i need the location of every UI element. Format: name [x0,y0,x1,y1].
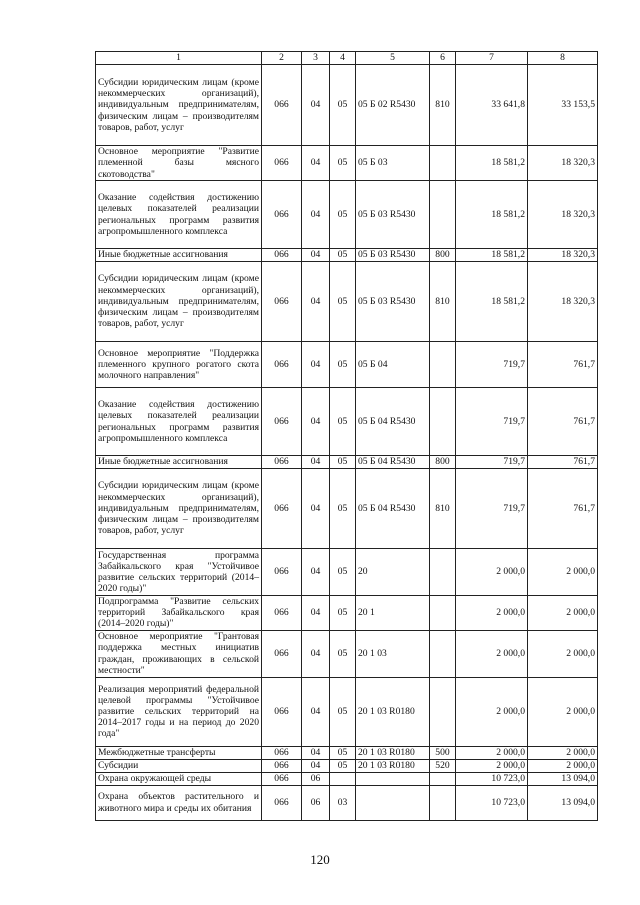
expense-type-code [430,772,456,785]
amount-year-2: 2 000,0 [528,759,598,772]
admin-code: 066 [262,549,302,596]
admin-code: 066 [262,181,302,249]
target-article-code: 05 Б 03 R5430 [356,181,430,249]
section-code: 04 [302,759,330,772]
admin-code: 066 [262,746,302,759]
amount-year-2: 761,7 [528,456,598,469]
expense-type-code [430,630,456,677]
amount-year-1: 2 000,0 [456,596,528,631]
section-code: 04 [302,249,330,262]
expense-type-code: 500 [430,746,456,759]
row-name: Охрана объектов растительного и животного мира и среды их обитания [96,785,262,820]
budget-table [95,51,598,821]
admin-code: 066 [262,146,302,181]
table-row [96,249,598,262]
header-cell: 3 [302,52,330,65]
section-code: 06 [302,772,330,785]
expense-type-code: 810 [430,65,456,146]
subsection-code: 05 [330,65,356,146]
header-cell: 4 [330,52,356,65]
amount-year-2: 33 153,5 [528,65,598,146]
section-code: 06 [302,785,330,820]
header-cell: 6 [430,52,456,65]
amount-year-1: 2 000,0 [456,549,528,596]
admin-code: 066 [262,249,302,262]
table-row [96,785,598,820]
admin-code: 066 [262,772,302,785]
row-name: Подпрограмма "Развитие сельских территорий Забайкальского края (2014–2020 годы)" [96,596,262,631]
row-name: Оказание содействия достижению целевых показателей реализации региональных программ развития агропромышленного комплекса [96,181,262,249]
expense-type-code: 800 [430,456,456,469]
section-code: 04 [302,596,330,631]
target-article-code [356,772,430,785]
subsection-code [330,772,356,785]
expense-type-code: 810 [430,262,456,342]
row-name: Реализация мероприятий федеральной целевой программы "Устойчивое развитие сельских территорий на 2014–2017 годы и на период до 2020 года" [96,677,262,746]
table-row [96,469,598,549]
target-article-code: 05 Б 04 [356,342,430,388]
table-row [96,549,598,596]
amount-year-1: 18 581,2 [456,146,528,181]
table-row [96,759,598,772]
expense-type-code: 800 [430,249,456,262]
row-name: Субсидии юридическим лицам (кроме некоммерческих организаций), индивидуальным предпринимателям, физическим лицам – производителям товаров, работ, услуг [96,65,262,146]
amount-year-1: 18 581,2 [456,249,528,262]
row-name: Субсидии [96,759,262,772]
amount-year-2: 2 000,0 [528,677,598,746]
admin-code: 066 [262,785,302,820]
target-article-code [356,785,430,820]
section-code: 04 [302,630,330,677]
target-article-code: 05 Б 03 [356,146,430,181]
admin-code: 066 [262,342,302,388]
section-code: 04 [302,746,330,759]
admin-code: 066 [262,469,302,549]
subsection-code: 03 [330,785,356,820]
admin-code: 066 [262,596,302,631]
target-article-code: 05 Б 04 R5430 [356,388,430,456]
target-article-code: 20 1 03 R0180 [356,759,430,772]
target-article-code: 05 Б 03 R5430 [356,249,430,262]
section-code: 04 [302,65,330,146]
table-header-row [96,52,598,65]
amount-year-1: 10 723,0 [456,772,528,785]
expense-type-code [430,342,456,388]
row-name: Субсидии юридическим лицам (кроме некоммерческих организаций), индивидуальным предпринимателям, физическим лицам – производителям товаров, работ, услуг [96,469,262,549]
amount-year-2: 2 000,0 [528,630,598,677]
subsection-code: 05 [330,759,356,772]
expense-type-code [430,181,456,249]
amount-year-2: 18 320,3 [528,262,598,342]
admin-code: 066 [262,677,302,746]
table-row [96,746,598,759]
header-cell: 1 [96,52,262,65]
admin-code: 066 [262,759,302,772]
amount-year-2: 2 000,0 [528,746,598,759]
section-code: 04 [302,146,330,181]
amount-year-2: 2 000,0 [528,549,598,596]
header-cell: 2 [262,52,302,65]
table-row [96,596,598,631]
amount-year-2: 18 320,3 [528,181,598,249]
subsection-code: 05 [330,677,356,746]
row-name: Иные бюджетные ассигнования [96,456,262,469]
expense-type-code [430,146,456,181]
table-row [96,342,598,388]
amount-year-1: 2 000,0 [456,630,528,677]
admin-code: 066 [262,456,302,469]
target-article-code: 20 1 03 R0180 [356,677,430,746]
subsection-code: 05 [330,549,356,596]
header-cell: 5 [356,52,430,65]
subsection-code: 05 [330,746,356,759]
admin-code: 066 [262,65,302,146]
row-name: Основное мероприятие "Развитие племенной базы мясного скотоводства" [96,146,262,181]
section-code: 04 [302,262,330,342]
amount-year-2: 761,7 [528,342,598,388]
subsection-code: 05 [330,181,356,249]
table-row [96,772,598,785]
admin-code: 066 [262,630,302,677]
amount-year-2: 13 094,0 [528,772,598,785]
target-article-code: 20 1 03 R0180 [356,746,430,759]
row-name: Основное мероприятие "Грантовая поддержка местных инициатив граждан, проживающих в сельской местности" [96,630,262,677]
table-row [96,677,598,746]
section-code: 04 [302,469,330,549]
header-cell: 8 [528,52,598,65]
table-row [96,181,598,249]
row-name: Оказание содействия достижению целевых показателей реализации региональных программ развития агропромышленного комплекса [96,388,262,456]
table-row [96,146,598,181]
subsection-code: 05 [330,342,356,388]
table-row [96,630,598,677]
section-code: 04 [302,549,330,596]
amount-year-1: 719,7 [456,388,528,456]
section-code: 04 [302,677,330,746]
target-article-code: 05 Б 02 R5430 [356,65,430,146]
amount-year-1: 719,7 [456,342,528,388]
table-row [96,65,598,146]
section-code: 04 [302,342,330,388]
expense-type-code: 520 [430,759,456,772]
row-name: Субсидии юридическим лицам (кроме некоммерческих организаций), индивидуальным предпринимателям, физическим лицам – производителям товаров, работ, услуг [96,262,262,342]
target-article-code: 20 1 03 [356,630,430,677]
target-article-code: 05 Б 04 R5430 [356,469,430,549]
amount-year-2: 18 320,3 [528,146,598,181]
expense-type-code: 810 [430,469,456,549]
amount-year-1: 10 723,0 [456,785,528,820]
expense-type-code [430,388,456,456]
subsection-code: 05 [330,262,356,342]
amount-year-1: 18 581,2 [456,181,528,249]
subsection-code: 05 [330,596,356,631]
subsection-code: 05 [330,249,356,262]
subsection-code: 05 [330,388,356,456]
amount-year-2: 761,7 [528,388,598,456]
section-code: 04 [302,456,330,469]
header-cell: 7 [456,52,528,65]
row-name: Охрана окружающей среды [96,772,262,785]
amount-year-1: 2 000,0 [456,677,528,746]
expense-type-code [430,596,456,631]
subsection-code: 05 [330,630,356,677]
section-code: 04 [302,388,330,456]
amount-year-1: 33 641,8 [456,65,528,146]
row-name: Основное мероприятие "Поддержка племенного крупного рогатого скота молочного направления" [96,342,262,388]
table-row [96,456,598,469]
row-name: Государственная программа Забайкальского края "Устойчивое развитие сельских территорий (2014–2020 годы)" [96,549,262,596]
target-article-code: 20 1 [356,596,430,631]
row-name: Межбюджетные трансферты [96,746,262,759]
admin-code: 066 [262,388,302,456]
amount-year-1: 2 000,0 [456,746,528,759]
table-body [96,52,598,821]
amount-year-1: 719,7 [456,469,528,549]
amount-year-2: 2 000,0 [528,596,598,631]
admin-code: 066 [262,262,302,342]
table-row [96,262,598,342]
subsection-code: 05 [330,146,356,181]
amount-year-2: 761,7 [528,469,598,549]
page-number: 120 [310,852,330,867]
amount-year-1: 2 000,0 [456,759,528,772]
expense-type-code [430,785,456,820]
expense-type-code [430,677,456,746]
target-article-code: 20 [356,549,430,596]
amount-year-2: 13 094,0 [528,785,598,820]
target-article-code: 05 Б 04 R5430 [356,456,430,469]
target-article-code: 05 Б 03 R5430 [356,262,430,342]
row-name: Иные бюджетные ассигнования [96,249,262,262]
amount-year-1: 719,7 [456,456,528,469]
amount-year-2: 18 320,3 [528,249,598,262]
expense-type-code [430,549,456,596]
table-row [96,388,598,456]
subsection-code: 05 [330,469,356,549]
amount-year-1: 18 581,2 [456,262,528,342]
section-code: 04 [302,181,330,249]
subsection-code: 05 [330,456,356,469]
